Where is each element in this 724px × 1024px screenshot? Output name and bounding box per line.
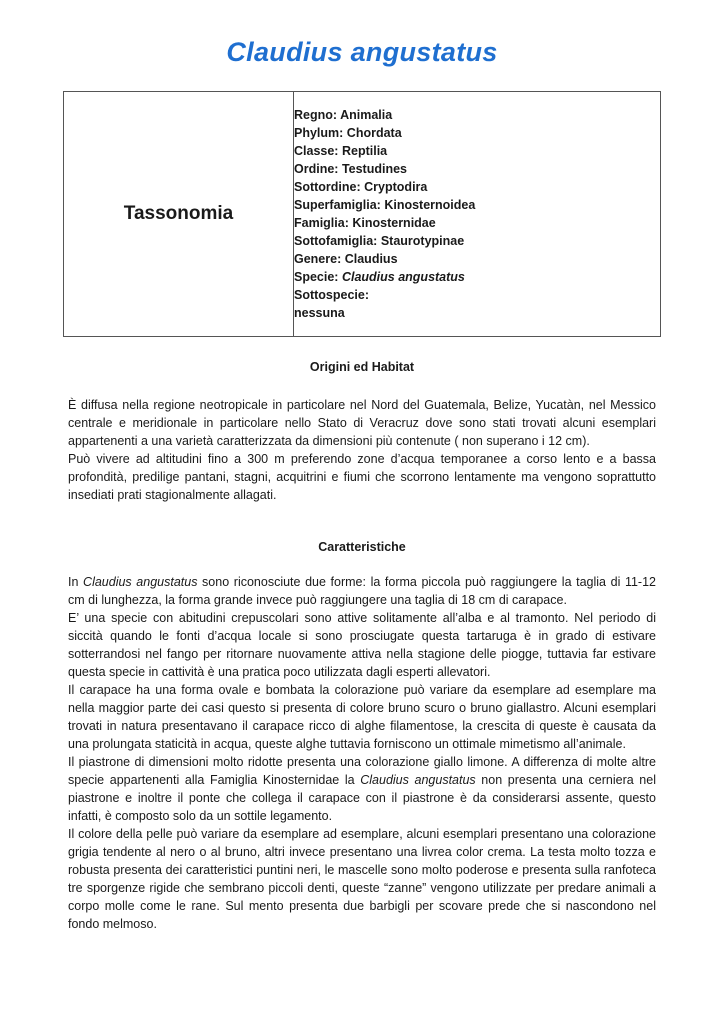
taxonomy-row-ordine: Ordine: Testudines <box>294 162 407 176</box>
taxonomy-row-sottordine: Sottordine: Cryptodira <box>294 180 428 194</box>
taxonomy-row-sottospecie: Sottospecie: <box>294 288 370 302</box>
taxonomy-row-genere: Genere: Claudius <box>294 252 398 266</box>
section-heading-origini: Origini ed Habitat <box>309 360 415 374</box>
paragraph: Può vivere ad altitudini fino a 300 m preferendo zone d’acqua temporanee a corso lento e a bassa profondità, predilige pantani, stagni, acquitrini e fiumi che scorrono lentamente ma vengono soprattutto insediati prati stagionalmente allagati. <box>68 452 656 502</box>
section-body-origini <box>68 396 656 504</box>
section-body-caratteristiche <box>68 573 656 933</box>
paragraph: È diffusa nella regione neotropicale in particolare nel Nord del Guatemala, Belize, Yucatàn, nel Messico centrale e meridionale in particolare nello Stato di Veracruz dove sono stati trovati alcuni esemplari appartenenti a una varietà caratterizzata da dimensioni più contenute ( non superano i 12 cm). <box>68 398 656 448</box>
taxonomy-row-sottofamiglia: Sottofamiglia: Staurotypinae <box>294 234 465 248</box>
taxonomy-row-regno: Regno: Animalia <box>294 108 393 122</box>
taxonomy-row-classe: Classe: Reptilia <box>294 144 388 158</box>
taxonomy-list <box>294 92 661 337</box>
taxonomy-row-sottospecie-value: nessuna <box>294 306 345 320</box>
taxonomy-row-specie: Specie: Claudius angustatus <box>294 270 465 284</box>
paragraph: Il piastrone di dimensioni molto ridotte presenta una colorazione giallo limone. A differenza di molte altre specie appartenenti alla Famiglia Kinosternidae la Claudius angustatus non presenta una cerniera nel piastrone e inoltre il ponte che collega il carapace con il piastrone è da considerarsi assente, questo infatti, è composto solo da un sottile legamento. <box>68 755 656 823</box>
taxonomy-label: Tassonomia <box>64 92 294 337</box>
paragraph: Il carapace ha una forma ovale e bombata la colorazione può variare da esemplare ad esemplare ma nella maggior parte dei casi questo si presenta di colore bruno scuro o bruno giallastro. Alcuni esemplari trovati in natura presentavano il carapace ricco di alghe filamentose, la crescita di queste è causata da una prolungata staticità in acqua, queste alghe tuttavia forniscono un ottimale mimetismo all’animale. <box>68 683 656 751</box>
taxonomy-row-phylum: Phylum: Chordata <box>294 126 402 140</box>
section-heading-caratteristiche: Caratteristiche <box>318 540 406 554</box>
document-title: Claudius angustatus <box>226 37 498 67</box>
taxonomy-row-superfamiglia: Superfamiglia: Kinosternoidea <box>294 198 476 212</box>
paragraph: E’ una specie con abitudini crepuscolari sono attive solitamente all’alba e al tramonto. Nel periodo di siccità quando le fonti d’acqua locale si sono prosciugate questa tartaruga è in grado di estivare sotterrandosi nel fango per ritornare nuovamente attiva nella stagione delle piogge, tuttavia far estivare questa specie in cattività è una pratica poco utilizzata dagli esperti allevatori. <box>68 611 656 679</box>
paragraph: In Claudius angustatus sono riconosciute due forme: la forma piccola può raggiungere la taglia di 11-12 cm di lunghezza, la forma grande invece può raggiungere una taglia di 18 cm di carapace. <box>68 575 656 607</box>
taxonomy-table <box>63 91 661 337</box>
taxonomy-row-famiglia: Famiglia: Kinosternidae <box>294 216 436 230</box>
paragraph: Il colore della pelle può variare da esemplare ad esemplare, alcuni esemplari presentano una colorazione grigia tendente al nero o al bruno, altri invece presentano una livrea color crema. La testa molto tozza e robusta presenta dei caratteristici puntini neri, le mascelle sono molto poderose e presenta sulla ranfoteca tre sporgenze rigide che sembrano piccoli denti, queste “zanne” vengono utilizzate per predare animali a corpo molle come le rane. Sul mento presenta due barbigli per scovare prede che si nascondono nel fondo melmoso. <box>68 827 656 931</box>
